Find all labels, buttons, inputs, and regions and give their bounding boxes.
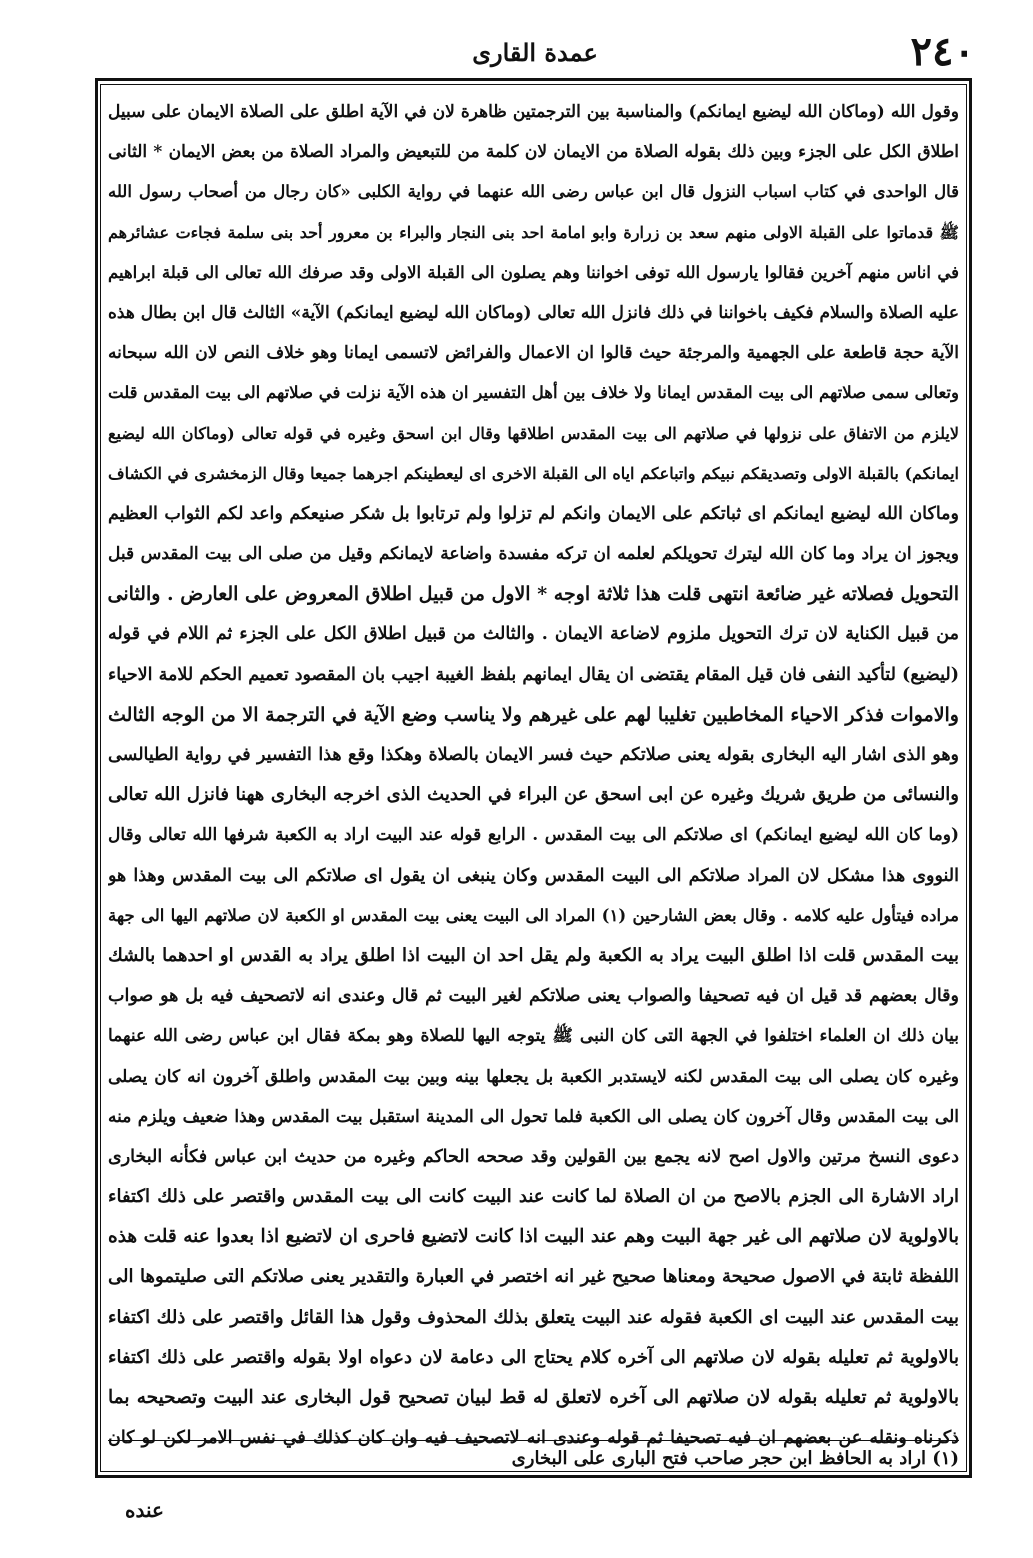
text-line: عليه الصلاة والسلام فكيف باخواننا في ذلك فانزل الله تعالى (وماكان الله ليضيع ايمانكم) الآية» الثالث قال ابن بطال هذه (108, 302, 959, 323)
text-line: بالاولوية لان صلاتهم الى غير جهة البيت وهم عند البيت اذا كانت لاتضيع فاحرى ان لاتضيع اذا بعدوا عنه قلت هذه (108, 1226, 959, 1248)
text-line: دعوى النسخ مرتين والاول اصح لانه يجمع بين القولين وقد صححه الحاكم وغيره من حديث ابن عباس فكأنه البخاری (108, 1146, 959, 1167)
text-line: ذكرناه ونقله عن بعضهم ان فيه تصحيفا ثم قوله وعندی انه لاتصحيف فيه وان كان كذلك في نفس الامر لكن لو كان (108, 1428, 959, 1449)
text-line: بيت المقدس قلت اذا اطلق البيت يراد به الكعبة ولم يقل احد ان البيت اذا اطلق يراد به القدس او احدهما بالشك (108, 944, 959, 966)
text-line: بيت المقدس عند البيت اى الكعبة فقوله عند البيت يتعلق بذلك المحذوف وقول هذا القائل واقتصر على ذلك اكتفاء (108, 1306, 959, 1328)
text-line: مراده فيتأول عليه كلامه . وقال بعض الشارحين (١) المراد الى البيت يعنی بيت المقدس او الكعبة لان صلاتهم اليها الى جهة (108, 905, 959, 925)
page-header (95, 28, 975, 78)
text-line: ايمانكم) بالقبلة الاولى وتصديقكم نبيكم واتباعكم اياه الى القبلة الاخرى اى ليعطينكم اجرهما جميعا وقال الزمخشری في الكشاف (108, 463, 959, 483)
footnote: (١) اراد به الحافظ ابن حجر صاحب فتح الباری على البخاری (511, 1448, 959, 1469)
page-number: ۲٤٠ (910, 28, 975, 75)
main-text-block (108, 92, 959, 1458)
text-line: بيان ذلك ان العلماء اختلفوا في الجهة التی كان النبی ﷺ يتوجه اليها للصلاة وهو بمكة فقال ابن عباس رضی الله عنهما (108, 1026, 959, 1047)
text-line: اللفظة ثابتة في الاصول صحيحة ومعناها صحيح غير انه اختصر في العبارة والتقدير يعنی صلاتكم التی صليتموها الى (108, 1266, 959, 1288)
running-title: عمدة القاری (472, 38, 598, 67)
text-line: (ليضيع) لتأكيد النفی فان قيل المقام يقتضی ان يقال ايمانهم بلفظ الغيبة اجيب بان المقصود تعميم الحكم للامة الاحياء (108, 664, 959, 685)
text-line: قال الواحدی في كتاب اسباب النزول قال ابن عباس رضی الله عنهما في رواية الكلبی «كان رجال من أصحاب رسول الله (108, 182, 959, 202)
text-line: وغيره كان يصلی الى بيت المقدس لكنه لايستدبر الكعبة بل يجعلها بينه وبين بيت المقدس واطلق آخرون انه كان يصلی (108, 1066, 959, 1087)
text-line: بالاولوية ثم تعليله بقوله لان صلاتهم الى آخره كلام يحتاج الى دعامة لان دعواه اولا بقوله واقتصر على ذلك اكتفاء (108, 1346, 959, 1368)
text-line: ﷺ قدماتوا على القبلة الاولى منهم سعد بن زرارة وابو امامة احد بنی النجار والبراء بن معرور أحد بنی سلمة فجاءت عشائرهم (108, 222, 959, 242)
text-line: الى بيت المقدس وقال آخرون كان يصلی الى الكعبة فلما تحول الى المدينة استقبل بيت المقدس وهذا ضعيف ويلزم منه (108, 1106, 959, 1127)
text-line: بالاولوية ثم تعليله بقوله لان صلاتهم الى آخره لاتعلق له قط لبيان تصحيح قول البخاری عند البيت وتصحيحه بما (108, 1387, 959, 1408)
text-line: وتعالى سمى صلاتهم الى بيت المقدس ايمانا ولا خلاف بين أهل التفسير ان هذه الآية نزلت في صلاتهم الى بيت المقدس قلت (108, 383, 959, 403)
text-line: في اناس منهم آخرين فقالوا يارسول الله توفی اخواننا وهم يصلون الى القبلة الاولى وقد صرفك الله تعالى الى قبلة ابراهيم (108, 262, 959, 282)
text-line: اطلاق الكل على الجزء وبين ذلك بقوله الصلاة من الايمان لان كلمة من للتبعيض والمراد الصلاة من بعض الايمان * الثانی (108, 142, 959, 163)
text-line: النووی هذا مشكل لان المراد صلاتكم الى البيت المقدس وكان ينبغی ان يقول اى صلاتكم الى بيت المقدس وهذا هو (108, 865, 959, 886)
text-line: والنسائی من طريق شريك وغيره عن ابی اسحق عن البراء في الحديث الذی اخرجه البخاری ههنا فانزل الله تعالى (108, 784, 959, 806)
text-line: ويجوز ان يراد وما كان الله ليترك تحويلكم لعلمه ان تركه مفسدة واضاعة لايمانكم وقيل من صلى الى بيت المقدس قبل (108, 544, 959, 565)
text-line: التحويل فصلاته غير ضائعة انتهى قلت هذا ثلاثة اوجه * الاول من قبيل اطلاق المعروض على العارض . والثانی (108, 583, 959, 606)
text-line: وماكان الله ليضيع ايمانكم اى ثباتكم على الايمان وانكم لم تزلوا ولم ترتابوا بل شكر صنيعكم واعد لكم الثواب العظيم (108, 503, 959, 524)
text-line: وهو الذی اشار اليه البخاری بقوله يعنی صلاتكم حيث فسر الايمان بالصلاة وهكذا وقع هذا التفسير في رواية الطيالسی (108, 745, 959, 765)
text-line: اراد الاشارة الى الجزم بالاصح من ان الصلاة لما كانت عند البيت كانت الى بيت المقدس واقتصر على ذلك اكتفاء (108, 1186, 959, 1208)
text-line: وقول الله (وماكان الله ليضيع ايمانكم) والمناسبة بين الترجمتين ظاهرة لان في الآية اطلق على الصلاة الايمان على سبيل (108, 102, 959, 122)
text-line: وقال بعضهم قد قيل ان فيه تصحيفا والصواب يعنی صلاتكم لغير البيت ثم قال وعندی انه لاتصحيف فيه بل هو صواب (108, 986, 959, 1007)
text-line: والاموات فذكر الاحياء المخاطبين تغليبا لهم على غيرهم ولا يناسب وضع الآية في الترجمة الا من الوجه الثالث (108, 703, 959, 726)
text-line: الآية حجة قاطعة على الجهمية والمرجئة حيث قالوا ان الاعمال والفرائض لاتسمى ايمانا وهو خلاف النص لان الله سبحانه (108, 343, 959, 364)
catchword: عنده (125, 1498, 164, 1522)
text-line: (وما كان الله ليضيع ايمانكم) اى صلاتكم الى بيت المقدس . الرابع قوله عند البيت اراد به الكعبة شرفها الله تعالى وقال (108, 825, 959, 846)
text-line: لايلزم من الاتفاق على نزولها في صلاتهم الى بيت المقدس اطلاقها وقال ابن اسحق وغيره في قوله تعالى (وماكان الله ليضيع (108, 423, 959, 443)
text-line: من قبيل الكناية لان ترك التحويل ملزوم لاضاعة الايمان . والثالث من قبيل اطلاق الكل على الجزء ثم اللام في قوله (108, 624, 959, 645)
footnote-divider (108, 1440, 959, 1441)
